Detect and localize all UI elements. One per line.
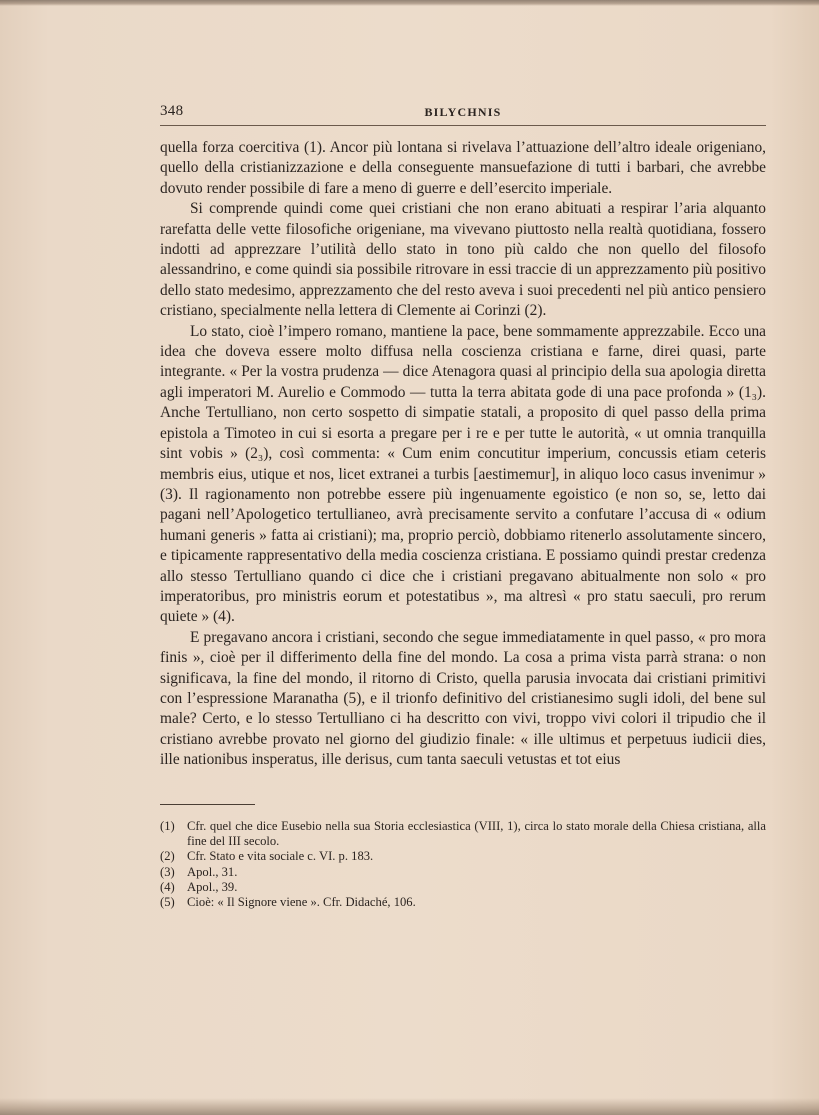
- page-top-edge: [0, 0, 819, 6]
- body-text: [160, 138, 766, 771]
- paragraph: Lo stato, cioè l’impero romano, mantiene la pace, bene sommamente apprezzabile. Ecco una idea che doveva essere molto diffusa nella coscienza cristiana e farne, direi quasi, parte integrante. « Per la vostra prudenza — dice Atenagora quasi al principio della sua apologia diretta agli imperatori M. Aurelio e Commodo — tutta la terra abitata gode di una pace profonda » (1₃). Anche Tertulliano, non certo sospetto di simpatie statali, a proposito di quel passo della prima epistola a Timoteo in cui si esorta a pregare per i re e per tutte le autorità, « ut omnia tranquilla sint vobis » (2₃), così commenta: « Cum enim concutitur imperium, concussis etiam ceteris membris eius, utique et nos, licet extranei a turbis [aestimemur], in aliquo loco casus invenimur » (3). Il ragionamento non potrebbe essere più ingenuamente egoistico (e non so, se, letto dai pagani nell’Apologetico tertullianeo, avrà precisamente servito a confutare l’accusa di « odium humani generis » fatta ai cristiani); ma, proprio perciò, dobbiamo ritenerlo assolutamente sincero, e tipicamente rappresentativo della media coscienza cristiana. E possiamo quindi prestar credenza allo stesso Tertulliano quando ci dice che i cristiani pregavano abitualmente non solo « pro imperatoribus, pro ministris eorum et potestatibus », ma altresì « pro statu saeculi, pro rerum quiete » (4).: [160, 322, 766, 626]
- footnote: [160, 880, 766, 895]
- paragraph: E pregavano ancora i cristiani, secondo che segue immediatamente in quel passo, « pro mora finis », cioè per il differimento della fine del mondo. La cosa a prima vista parrà strana: o non significava, la fine del mondo, il ritorno di Cristo, quella parusia invocata dai cristiani primitivi con l’espressione Maranatha (5), e il trionfo definitivo del cristianesimo sugli idoli, del bene sul male? Certo, e lo stesso Tertulliano ci ha descritto con vivi, troppo vivi colori il tripudio che il cristiano avrebbe provato nel giorno del giudizio finale: « ille ultimus et perpetuus iudicii dies, ille nationibus insperatus, ille derisus, cum tanta saeculi vetustas et tot eius: [160, 628, 766, 769]
- footnote-text: Apol., 39.: [187, 879, 238, 894]
- footnote-number: (1): [160, 819, 175, 833]
- footnote-text: Cfr. Stato e vita sociale c. VI. p. 183.: [187, 849, 374, 864]
- footnote-number: (3): [160, 864, 175, 879]
- paragraph: quella forza coercitiva (1). Ancor più lontana si rivelava l’attuazione dell’altro ideale origeniano, quello della cristianizzazione e della conseguente mansuefazione di tutti i barbari, che avrebbe dovuto render possibile di fare a meno di guerre e dell’esercito imperiale.: [160, 139, 766, 197]
- footnotes: [160, 819, 766, 910]
- paragraph: Si comprende quindi come quei cristiani che non erano abituati a respirar l’aria alquanto rarefatta delle vette filosofiche origeniane, ma vivevano piuttosto nella realtà quotidiana, fossero indotti ad apprezzare l’utilità dello stato in tono più caldo che non quello del filosofo alessandrino, e come quindi sia possibile ritrovare in essi traccie di un apprezzamento più positivo dello stato medesimo, apprezzamento che del resto aveva i suoi precedenti nel più antico pensiero cristiano, specialmente nella lettera di Clemente ai Corinzi (2).: [160, 200, 766, 320]
- footnote-number: (4): [160, 879, 175, 894]
- footnote: [160, 849, 766, 864]
- page-number: 348: [160, 103, 184, 119]
- footnote-text: Cfr. quel che dice Eusebio nella sua Storia ecclesiastica (VIII, 1), circa lo stato morale della Chiesa cristiana, alla fine del III secolo.: [187, 819, 766, 849]
- page-bottom-edge: [0, 1098, 819, 1115]
- footnote-number: (5): [160, 895, 175, 910]
- running-head: BILYCHNIS: [424, 105, 502, 119]
- page-header: [160, 103, 766, 126]
- footnote-number: (2): [160, 849, 175, 864]
- footnote: [160, 819, 766, 849]
- footnote: [160, 895, 766, 910]
- footnote-text: Cioè: « Il Signore viene ». Cfr. Didaché, 106.: [187, 895, 416, 910]
- footnote-text: Apol., 31.: [187, 864, 238, 879]
- footnote: [160, 865, 766, 880]
- footnote-separator: [160, 804, 255, 805]
